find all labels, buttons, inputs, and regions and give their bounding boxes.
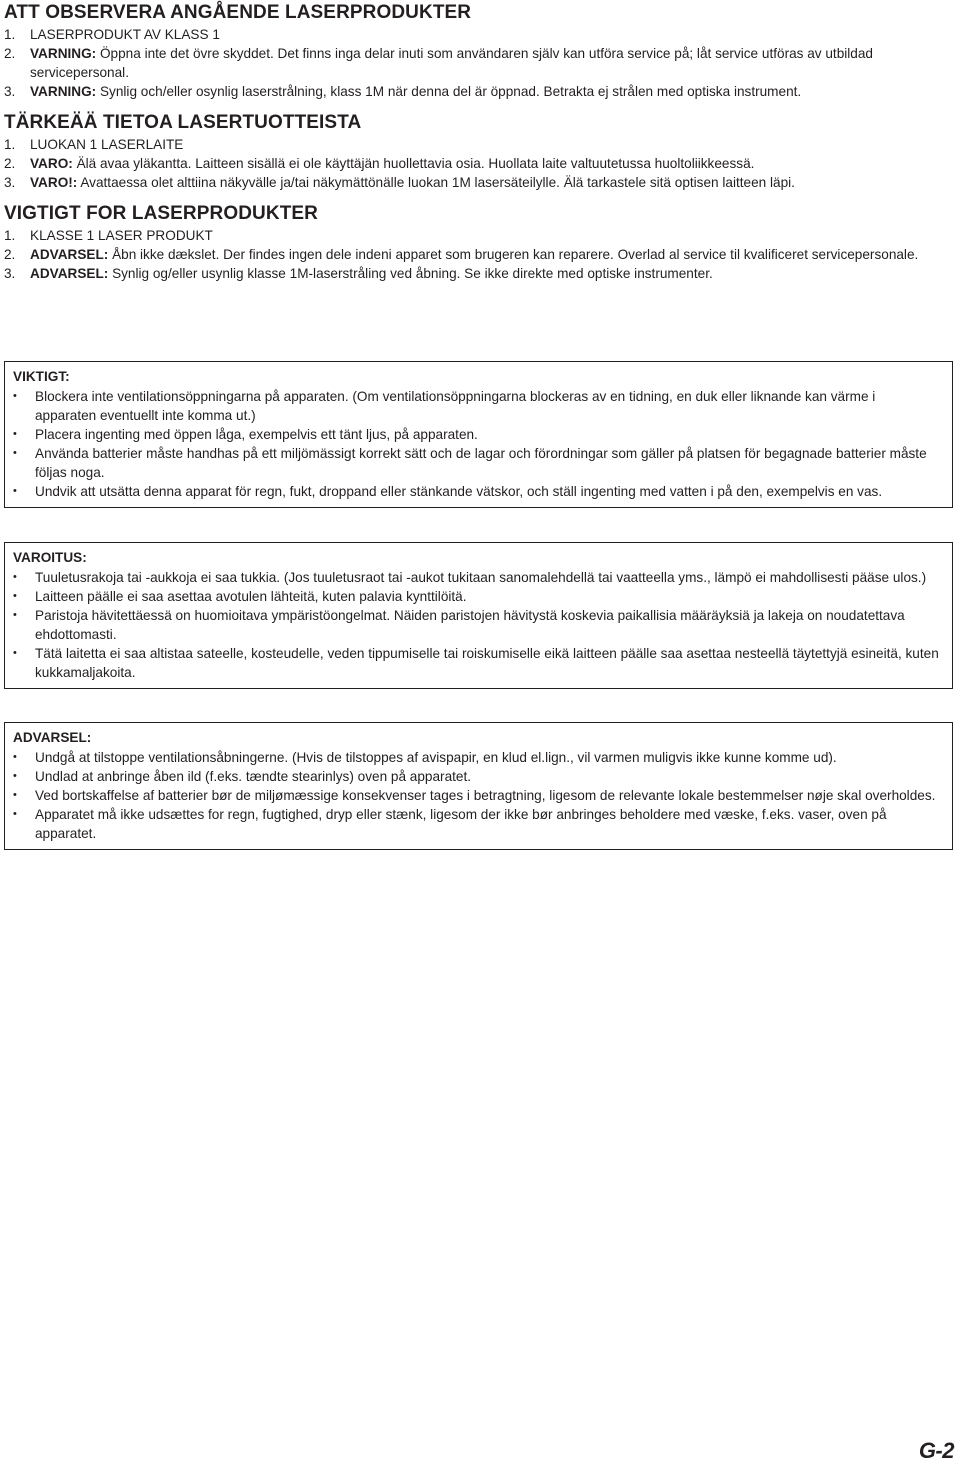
list-item bbox=[4, 135, 954, 154]
list-item bbox=[4, 226, 954, 245]
bullet-icon: • bbox=[13, 609, 17, 621]
section-title: ATT OBSERVERA ANGÅENDE LASERPRODUKTER bbox=[4, 2, 472, 23]
bullet-icon: • bbox=[13, 571, 17, 583]
item-number: 1. bbox=[4, 228, 16, 243]
item-lead: VARNING: bbox=[30, 46, 97, 61]
box-heading: VIKTIGT: bbox=[13, 369, 70, 384]
bullet-item bbox=[13, 568, 940, 587]
item-number: 1. bbox=[4, 27, 16, 42]
item-number: 3. bbox=[4, 84, 16, 99]
section-title: VIGTIGT FOR LASERPRODUKTER bbox=[4, 203, 318, 224]
item-number: 2. bbox=[4, 46, 16, 61]
item-text: Åbn ikke dækslet. Der findes ingen dele indeni apparet som brugeren kan reparere. Overlad al service til kvalificeret servicepersonale. bbox=[108, 247, 919, 262]
bullet-item bbox=[13, 444, 940, 482]
section-title: TÄRKEÄÄ TIETOA LASERTUOTTEISTA bbox=[4, 112, 362, 133]
item-lead: ADVARSEL: bbox=[30, 247, 109, 262]
bullet-icon: • bbox=[13, 485, 17, 497]
section-danish-laser bbox=[4, 203, 954, 283]
bullet-text: Paristoja hävitettäessä on huomioitava ympäristöongelmat. Näiden paristojen hävitystä koskevia paikallisia määräyksiä ja lakeja on noudatettava ehdottomasti. bbox=[35, 608, 905, 642]
bullet-text: Ved bortskaffelse af batterier bør de miljømæssige konsekvenser tages i betragtning, ligesom de relevante lokale bestemmelser nøje skal overholdes. bbox=[35, 788, 936, 803]
item-number: 3. bbox=[4, 175, 16, 190]
bullet-item bbox=[13, 644, 940, 682]
item-number: 2. bbox=[4, 156, 16, 171]
bullet-list bbox=[13, 748, 940, 843]
item-lead: VARO: bbox=[30, 156, 73, 171]
list-item bbox=[4, 154, 954, 173]
list-item bbox=[4, 264, 954, 283]
item-text: Synlig og/eller usynlig klasse 1M-laserstråling ved åbning. Se ikke direkte med optiske instrumenter. bbox=[108, 266, 713, 281]
laser-notices bbox=[4, 2, 954, 294]
bullet-text: Undvik att utsätta denna apparat för regn, fukt, droppand eller stänkande vätskor, och ställ ingenting med vatten i på den, exempelvis en vas. bbox=[35, 484, 883, 499]
bullet-icon: • bbox=[13, 590, 17, 602]
list-item bbox=[4, 44, 954, 82]
bullet-text: Laitteen päälle ei saa asettaa avotulen lähteitä, kuten palavia kynttilöitä. bbox=[35, 589, 467, 604]
bullet-text: Tätä laitetta ei saa altistaa sateelle, kosteudelle, veden tippumiselle tai roiskumiselle eikä laitteen päälle saa asettaa nesteellä täytettyjä esineitä, kuten kukkamaljakoita. bbox=[35, 646, 939, 680]
numbered-list bbox=[4, 226, 954, 283]
item-text: LASERPRODUKT AV KLASS 1 bbox=[30, 27, 220, 42]
bullet-text: Blockera inte ventilationsöppningarna på apparaten. (Om ventilationsöppningarna blockeras av en tidning, en duk eller liknande kan värme i apparaten eventuellt inte komma ut.) bbox=[35, 389, 876, 423]
item-text: KLASSE 1 LASER PRODUKT bbox=[30, 228, 213, 243]
numbered-list bbox=[4, 135, 954, 192]
bullet-icon: • bbox=[13, 808, 17, 820]
list-item bbox=[4, 245, 954, 264]
item-number: 1. bbox=[4, 137, 16, 152]
bullet-text: Undlad at anbringe åben ild (f.eks. tændte stearinlys) oven på apparatet. bbox=[35, 769, 472, 784]
item-lead: ADVARSEL: bbox=[30, 266, 109, 281]
bullet-item bbox=[13, 387, 940, 425]
list-item bbox=[4, 82, 954, 101]
item-lead: VARNING: bbox=[30, 84, 97, 99]
bullet-item bbox=[13, 805, 940, 843]
item-number: 2. bbox=[4, 247, 16, 262]
bullet-list bbox=[13, 568, 940, 682]
bullet-item bbox=[13, 606, 940, 644]
bullet-item bbox=[13, 767, 940, 786]
bullet-text: Apparatet må ikke udsættes for regn, fugtighed, dryp eller stænk, ligesom der ikke bør anbringes beholdere med væske, f.eks. vaser, oven på apparatet. bbox=[35, 807, 887, 841]
bullet-icon: • bbox=[13, 447, 17, 459]
box-heading: VAROITUS: bbox=[13, 550, 87, 565]
list-item bbox=[4, 173, 954, 192]
bullet-icon: • bbox=[13, 428, 17, 440]
bullet-item bbox=[13, 587, 940, 606]
bullet-icon: • bbox=[13, 751, 17, 763]
bullet-list bbox=[13, 387, 940, 501]
bullet-item bbox=[13, 425, 940, 444]
item-lead: VARO!: bbox=[30, 175, 78, 190]
item-text: Öppna inte det övre skyddet. Det finns inga delar inuti som användaren själv kan utföra service på; låt service utföras av utbildad servicepersonal. bbox=[30, 46, 873, 80]
notice-box-viktigt bbox=[4, 361, 953, 508]
bullet-icon: • bbox=[13, 770, 17, 782]
notice-box-advarsel bbox=[4, 722, 953, 850]
bullet-text: Tuuletusrakoja tai -aukkoja ei saa tukkia. (Jos tuuletusraot tai -aukot tukitaan sanomalehdellä tai vaatteella yms., lämpö ei mahdollisesti pääse ulos.) bbox=[35, 570, 927, 585]
section-swedish-laser bbox=[4, 2, 954, 101]
item-text: Avattaessa olet alttiina näkyvälle ja/tai näkymättönälle luokan 1M lasersäteilylle. Älä tarkastele sitä optisen laitteen läpi. bbox=[77, 175, 795, 190]
bullet-text: Undgå at tilstoppe ventilationsåbningerne. (Hvis de tilstoppes af avispapir, en klud el.lign., vil varmen muligvis ikke kunne komme ud). bbox=[35, 750, 837, 765]
notice-box-varoitus bbox=[4, 542, 953, 689]
section-finnish-laser bbox=[4, 112, 954, 192]
bullet-item bbox=[13, 748, 940, 767]
page-number: G-2 bbox=[918, 1438, 954, 1463]
bullet-icon: • bbox=[13, 647, 17, 659]
bullet-text: Placera ingenting med öppen låga, exempelvis ett tänt ljus, på apparaten. bbox=[35, 427, 478, 442]
bullet-icon: • bbox=[13, 789, 17, 801]
bullet-item bbox=[13, 482, 940, 501]
item-text: LUOKAN 1 LASERLAITE bbox=[30, 137, 184, 152]
item-text: Synlig och/eller osynlig laserstrålning, klass 1M när denna del är öppnad. Betrakta ej strålen med optiska instrument. bbox=[96, 84, 802, 99]
bullet-icon: • bbox=[13, 390, 17, 402]
bullet-item bbox=[13, 786, 940, 805]
bullet-text: Använda batterier måste handhas på ett miljömässigt korrekt sätt och de lagar och förordningar som gäller på platsen för begagnade batterier måste följas noga. bbox=[35, 446, 927, 480]
item-text: Älä avaa yläkantta. Laitteen sisällä ei ole käyttäjän huollettavia osia. Huollata laite valtuutetussa huoltoliikkeessä. bbox=[72, 156, 755, 171]
box-heading: ADVARSEL: bbox=[13, 730, 92, 745]
item-number: 3. bbox=[4, 266, 16, 281]
numbered-list bbox=[4, 25, 954, 101]
list-item bbox=[4, 25, 954, 44]
